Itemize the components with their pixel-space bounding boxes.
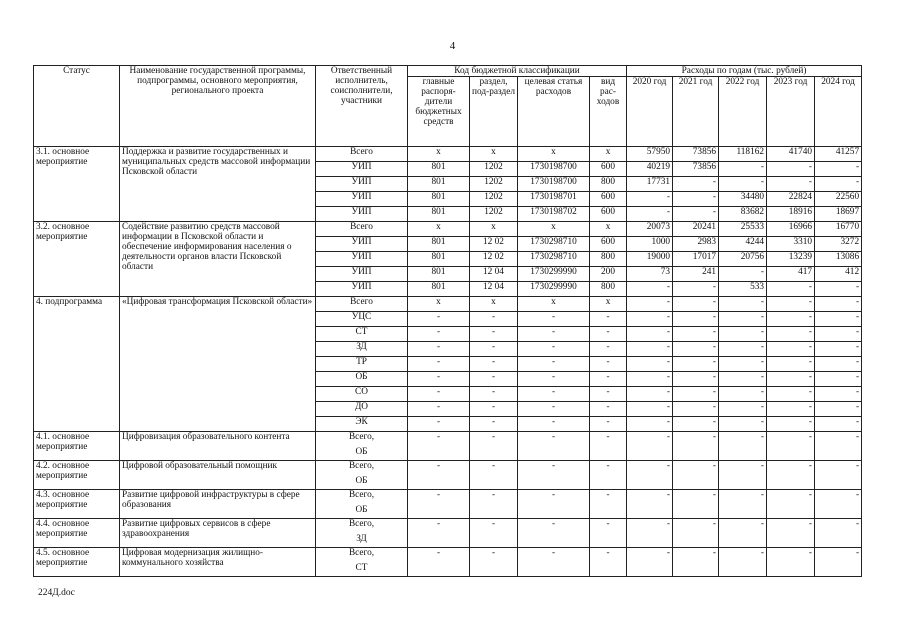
value-cell: х <box>408 147 470 162</box>
name-cell: Развитие цифровых сервисов в сфере здравоохранения <box>120 519 316 548</box>
value-cell: - <box>627 327 673 342</box>
value-cell: - <box>767 387 815 402</box>
table-row <box>34 222 862 237</box>
value-cell: - <box>673 402 719 417</box>
value-cell: 1202 <box>470 177 518 192</box>
responsible-total: Всего, <box>348 432 375 442</box>
header-year-2022: 2022 год <box>719 77 767 147</box>
responsible-cell: УИП <box>316 267 408 282</box>
value-cell: - <box>719 461 767 490</box>
value-cell: 200 <box>590 267 627 282</box>
responsible-total: Всего, <box>348 519 375 529</box>
value-cell: - <box>767 432 815 461</box>
value-cell: 20073 <box>627 222 673 237</box>
value-cell: - <box>673 432 719 461</box>
responsible-cell: ОБ <box>316 372 408 387</box>
value-cell: - <box>815 327 862 342</box>
value-cell: - <box>518 312 590 327</box>
responsible-total: Всего, <box>348 490 375 500</box>
value-cell: - <box>719 327 767 342</box>
name-cell: «Цифровая трансформация Псковской области» <box>120 297 316 432</box>
value-cell: 3310 <box>767 237 815 252</box>
value-cell: - <box>408 387 470 402</box>
value-cell: х <box>590 297 627 312</box>
value-cell: 1000 <box>627 237 673 252</box>
value-cell: - <box>767 342 815 357</box>
value-cell: 800 <box>590 177 627 192</box>
value-cell: - <box>815 372 862 387</box>
value-cell: 3272 <box>815 237 862 252</box>
value-cell: 1202 <box>470 192 518 207</box>
value-cell: 600 <box>590 192 627 207</box>
value-cell: - <box>470 432 518 461</box>
value-cell: 16966 <box>767 222 815 237</box>
header-kbk: Код бюджетной классификации <box>408 66 627 77</box>
value-cell: - <box>673 177 719 192</box>
value-cell: 801 <box>408 237 470 252</box>
value-cell: 22560 <box>815 192 862 207</box>
value-cell: - <box>719 402 767 417</box>
header-name: Наименование государственной программы, подпрограммы, основного мероприятия, регионального проекта <box>120 66 316 147</box>
value-cell: - <box>518 387 590 402</box>
responsible-cell: УЦС <box>316 312 408 327</box>
table-row <box>34 490 862 519</box>
value-cell: 801 <box>408 162 470 177</box>
status-cell: 4.2. основное мероприятие <box>34 461 120 490</box>
responsible-cell: СТ <box>316 327 408 342</box>
value-cell: 17017 <box>673 252 719 267</box>
responsible-code: ОБ <box>355 447 368 457</box>
header-kbk-type: вид рас-ходов <box>590 77 627 147</box>
value-cell: - <box>673 548 719 577</box>
value-cell: - <box>719 297 767 312</box>
value-cell: - <box>590 548 627 577</box>
name-cell: Развитие цифровой инфраструктуры в сфере образования <box>120 490 316 519</box>
value-cell: 801 <box>408 252 470 267</box>
value-cell: 25533 <box>719 222 767 237</box>
value-cell: - <box>518 548 590 577</box>
value-cell: - <box>673 297 719 312</box>
value-cell: - <box>767 402 815 417</box>
value-cell: - <box>673 490 719 519</box>
responsible-cell <box>316 432 408 461</box>
value-cell: - <box>815 490 862 519</box>
value-cell: - <box>815 282 862 297</box>
value-cell: - <box>719 357 767 372</box>
value-cell: 1730299990 <box>518 282 590 297</box>
value-cell: - <box>590 432 627 461</box>
value-cell: - <box>470 490 518 519</box>
name-cell: Содействие развитию средств массовой информации в Псковской области и обеспечение информирования населения о деятельности органов власти Псковской области <box>120 222 316 297</box>
value-cell: - <box>590 372 627 387</box>
responsible-cell: Всего <box>316 222 408 237</box>
value-cell: - <box>719 519 767 548</box>
value-cell: - <box>470 402 518 417</box>
value-cell: 73856 <box>673 147 719 162</box>
value-cell: - <box>408 461 470 490</box>
value-cell: - <box>518 342 590 357</box>
responsible-cell: ДО <box>316 402 408 417</box>
value-cell: - <box>719 548 767 577</box>
value-cell: - <box>470 327 518 342</box>
value-cell: - <box>719 490 767 519</box>
value-cell: - <box>815 387 862 402</box>
responsible-code: СТ <box>355 563 368 573</box>
header-kbk-grbs: главные распоря-дители бюджетных средств <box>408 77 470 147</box>
value-cell: - <box>408 432 470 461</box>
value-cell: 801 <box>408 282 470 297</box>
value-cell: 801 <box>408 177 470 192</box>
table-row <box>34 519 862 548</box>
value-cell: - <box>767 177 815 192</box>
value-cell: - <box>518 461 590 490</box>
value-cell: - <box>590 342 627 357</box>
status-cell: 4.1. основное мероприятие <box>34 432 120 461</box>
value-cell: - <box>518 372 590 387</box>
value-cell: - <box>590 417 627 432</box>
value-cell: - <box>518 432 590 461</box>
value-cell: - <box>673 192 719 207</box>
value-cell: 19000 <box>627 252 673 267</box>
value-cell: 800 <box>590 252 627 267</box>
table-row <box>34 297 862 312</box>
value-cell: 1730298710 <box>518 252 590 267</box>
value-cell: - <box>470 417 518 432</box>
value-cell: - <box>767 461 815 490</box>
table-row <box>34 461 862 490</box>
value-cell: - <box>518 357 590 372</box>
value-cell: 13086 <box>815 252 862 267</box>
value-cell: - <box>719 312 767 327</box>
value-cell: х <box>408 297 470 312</box>
table-row <box>34 147 862 162</box>
value-cell: - <box>627 342 673 357</box>
header-year-2021: 2021 год <box>673 77 719 147</box>
value-cell: 34480 <box>719 192 767 207</box>
value-cell: - <box>627 402 673 417</box>
value-cell: х <box>470 222 518 237</box>
table-header <box>34 66 862 147</box>
value-cell: - <box>627 357 673 372</box>
status-cell: 4. подпрограмма <box>34 297 120 432</box>
value-cell: 40219 <box>627 162 673 177</box>
value-cell: 1730198700 <box>518 162 590 177</box>
value-cell: 1730198700 <box>518 177 590 192</box>
responsible-total: Всего, <box>348 461 375 471</box>
value-cell: 12 04 <box>470 267 518 282</box>
value-cell: х <box>408 222 470 237</box>
value-cell: - <box>719 267 767 282</box>
header-kbk-article: целевая статья расходов <box>518 77 590 147</box>
value-cell: - <box>767 490 815 519</box>
value-cell: - <box>767 372 815 387</box>
value-cell: 83682 <box>719 207 767 222</box>
value-cell: - <box>408 417 470 432</box>
value-cell: - <box>627 432 673 461</box>
value-cell: - <box>408 548 470 577</box>
value-cell: х <box>590 222 627 237</box>
value-cell: - <box>815 297 862 312</box>
value-cell: 18697 <box>815 207 862 222</box>
value-cell: - <box>470 461 518 490</box>
value-cell: - <box>408 327 470 342</box>
value-cell: - <box>408 312 470 327</box>
responsible-cell: УИП <box>316 207 408 222</box>
value-cell: - <box>408 402 470 417</box>
value-cell: - <box>815 342 862 357</box>
header-status: Статус <box>34 66 120 147</box>
value-cell: - <box>719 372 767 387</box>
value-cell: - <box>815 461 862 490</box>
table-row <box>34 432 862 461</box>
responsible-cell: ТР <box>316 357 408 372</box>
value-cell: - <box>673 372 719 387</box>
value-cell: - <box>627 372 673 387</box>
value-cell: - <box>470 372 518 387</box>
value-cell: - <box>673 519 719 548</box>
responsible-code: ОБ <box>355 476 368 486</box>
responsible-cell: Всего <box>316 297 408 312</box>
value-cell: 118162 <box>719 147 767 162</box>
value-cell: 801 <box>408 192 470 207</box>
value-cell: - <box>673 357 719 372</box>
header-year-2024: 2024 год <box>815 77 862 147</box>
value-cell: - <box>470 387 518 402</box>
value-cell: - <box>815 519 862 548</box>
responsible-cell: УИП <box>316 192 408 207</box>
value-cell: - <box>408 342 470 357</box>
value-cell: - <box>627 490 673 519</box>
value-cell: - <box>815 357 862 372</box>
value-cell: 41257 <box>815 147 862 162</box>
value-cell: - <box>470 312 518 327</box>
responsible-cell: УИП <box>316 177 408 192</box>
value-cell: 57950 <box>627 147 673 162</box>
value-cell: х <box>590 147 627 162</box>
value-cell: 1202 <box>470 207 518 222</box>
value-cell: 417 <box>767 267 815 282</box>
table-body <box>34 147 862 577</box>
budget-table <box>33 65 862 577</box>
responsible-cell: УИП <box>316 162 408 177</box>
value-cell: - <box>673 312 719 327</box>
header-expenses: Расходы по годам (тыс. рублей) <box>627 66 862 77</box>
responsible-cell <box>316 490 408 519</box>
value-cell: - <box>767 519 815 548</box>
value-cell: - <box>767 297 815 312</box>
value-cell: - <box>518 327 590 342</box>
value-cell: - <box>673 282 719 297</box>
value-cell: - <box>470 357 518 372</box>
value-cell: - <box>627 207 673 222</box>
value-cell: х <box>470 297 518 312</box>
value-cell: 12 02 <box>470 237 518 252</box>
value-cell: - <box>470 519 518 548</box>
header-responsible: Ответственный исполнитель, соисполнители, участники <box>316 66 408 147</box>
value-cell: 41740 <box>767 147 815 162</box>
value-cell: - <box>767 327 815 342</box>
value-cell: 1730298710 <box>518 237 590 252</box>
responsible-cell: ЗД <box>316 342 408 357</box>
value-cell: 17731 <box>627 177 673 192</box>
value-cell: - <box>590 402 627 417</box>
value-cell: - <box>590 461 627 490</box>
responsible-cell: Всего <box>316 147 408 162</box>
value-cell: 20756 <box>719 252 767 267</box>
status-cell: 4.4. основное мероприятие <box>34 519 120 548</box>
value-cell: х <box>518 147 590 162</box>
value-cell: - <box>518 402 590 417</box>
status-cell: 4.3. основное мероприятие <box>34 490 120 519</box>
value-cell: - <box>627 461 673 490</box>
responsible-code: ОБ <box>355 505 368 515</box>
value-cell: - <box>590 490 627 519</box>
value-cell: - <box>815 432 862 461</box>
value-cell: 241 <box>673 267 719 282</box>
value-cell: 1730198701 <box>518 192 590 207</box>
value-cell: - <box>673 417 719 432</box>
header-year-2020: 2020 год <box>627 77 673 147</box>
value-cell: - <box>627 282 673 297</box>
value-cell: х <box>518 222 590 237</box>
value-cell: - <box>719 432 767 461</box>
value-cell: - <box>408 490 470 519</box>
responsible-cell <box>316 461 408 490</box>
value-cell: - <box>767 417 815 432</box>
value-cell: - <box>673 207 719 222</box>
value-cell: 16770 <box>815 222 862 237</box>
value-cell: 73 <box>627 267 673 282</box>
header-year-2023: 2023 год <box>767 77 815 147</box>
value-cell: 12 02 <box>470 252 518 267</box>
name-cell: Цифровой образовательный помощник <box>120 461 316 490</box>
value-cell: - <box>590 387 627 402</box>
status-cell: 3.1. основное мероприятие <box>34 147 120 222</box>
value-cell: - <box>518 490 590 519</box>
footer-filename: 224Д.doc <box>38 588 75 598</box>
value-cell: - <box>815 312 862 327</box>
value-cell: - <box>627 297 673 312</box>
value-cell: 13239 <box>767 252 815 267</box>
responsible-code: ЗД <box>356 534 367 544</box>
value-cell: - <box>408 357 470 372</box>
value-cell: 4244 <box>719 237 767 252</box>
name-cell: Цифровизация образовательного контента <box>120 432 316 461</box>
value-cell: 1202 <box>470 162 518 177</box>
value-cell: - <box>719 177 767 192</box>
responsible-total: Всего, <box>348 548 375 558</box>
value-cell: 801 <box>408 267 470 282</box>
status-cell: 3.2. основное мероприятие <box>34 222 120 297</box>
value-cell: 533 <box>719 282 767 297</box>
value-cell: - <box>590 357 627 372</box>
responsible-cell: УИП <box>316 252 408 267</box>
value-cell: - <box>627 548 673 577</box>
value-cell: - <box>590 327 627 342</box>
responsible-cell <box>316 519 408 548</box>
responsible-cell: УИП <box>316 282 408 297</box>
value-cell: х <box>518 297 590 312</box>
value-cell: - <box>470 548 518 577</box>
value-cell: х <box>470 147 518 162</box>
value-cell: - <box>767 357 815 372</box>
value-cell: 600 <box>590 237 627 252</box>
value-cell: 73856 <box>673 162 719 177</box>
value-cell: 600 <box>590 162 627 177</box>
value-cell: - <box>673 327 719 342</box>
header-kbk-section: раздел, под-раздел <box>470 77 518 147</box>
responsible-cell: СО <box>316 387 408 402</box>
value-cell: 22824 <box>767 192 815 207</box>
value-cell: 600 <box>590 207 627 222</box>
value-cell: - <box>719 342 767 357</box>
value-cell: - <box>673 342 719 357</box>
value-cell: - <box>627 192 673 207</box>
page-number: 4 <box>449 40 456 52</box>
value-cell: - <box>719 162 767 177</box>
value-cell: - <box>590 519 627 548</box>
value-cell: - <box>470 342 518 357</box>
value-cell: - <box>815 548 862 577</box>
value-cell: - <box>518 519 590 548</box>
value-cell: - <box>815 402 862 417</box>
value-cell: 412 <box>815 267 862 282</box>
value-cell: 2983 <box>673 237 719 252</box>
value-cell: 20241 <box>673 222 719 237</box>
value-cell: - <box>767 162 815 177</box>
name-cell: Поддержка и развитие государственных и муниципальных средств массовой информации Псковской области <box>120 147 316 222</box>
value-cell: - <box>815 162 862 177</box>
value-cell: 800 <box>590 282 627 297</box>
value-cell: - <box>627 519 673 548</box>
value-cell: - <box>767 282 815 297</box>
value-cell: 801 <box>408 207 470 222</box>
value-cell: - <box>408 372 470 387</box>
value-cell: - <box>767 312 815 327</box>
value-cell: 12 04 <box>470 282 518 297</box>
value-cell: - <box>518 417 590 432</box>
responsible-cell: ЭК <box>316 417 408 432</box>
value-cell: 18916 <box>767 207 815 222</box>
responsible-cell: УИП <box>316 237 408 252</box>
value-cell: - <box>408 519 470 548</box>
value-cell: - <box>719 417 767 432</box>
value-cell: - <box>627 387 673 402</box>
value-cell: - <box>627 417 673 432</box>
value-cell: - <box>673 461 719 490</box>
value-cell: - <box>719 387 767 402</box>
value-cell: - <box>815 177 862 192</box>
status-cell: 4.5. основное мероприятие <box>34 548 120 577</box>
value-cell: - <box>627 312 673 327</box>
value-cell: - <box>767 548 815 577</box>
responsible-cell <box>316 548 408 577</box>
name-cell: Цифровая модернизация жилищно-коммунального хозяйства <box>120 548 316 577</box>
value-cell: 1730299990 <box>518 267 590 282</box>
value-cell: - <box>673 387 719 402</box>
table-row <box>34 548 862 577</box>
value-cell: - <box>815 417 862 432</box>
value-cell: - <box>590 312 627 327</box>
value-cell: 1730198702 <box>518 207 590 222</box>
